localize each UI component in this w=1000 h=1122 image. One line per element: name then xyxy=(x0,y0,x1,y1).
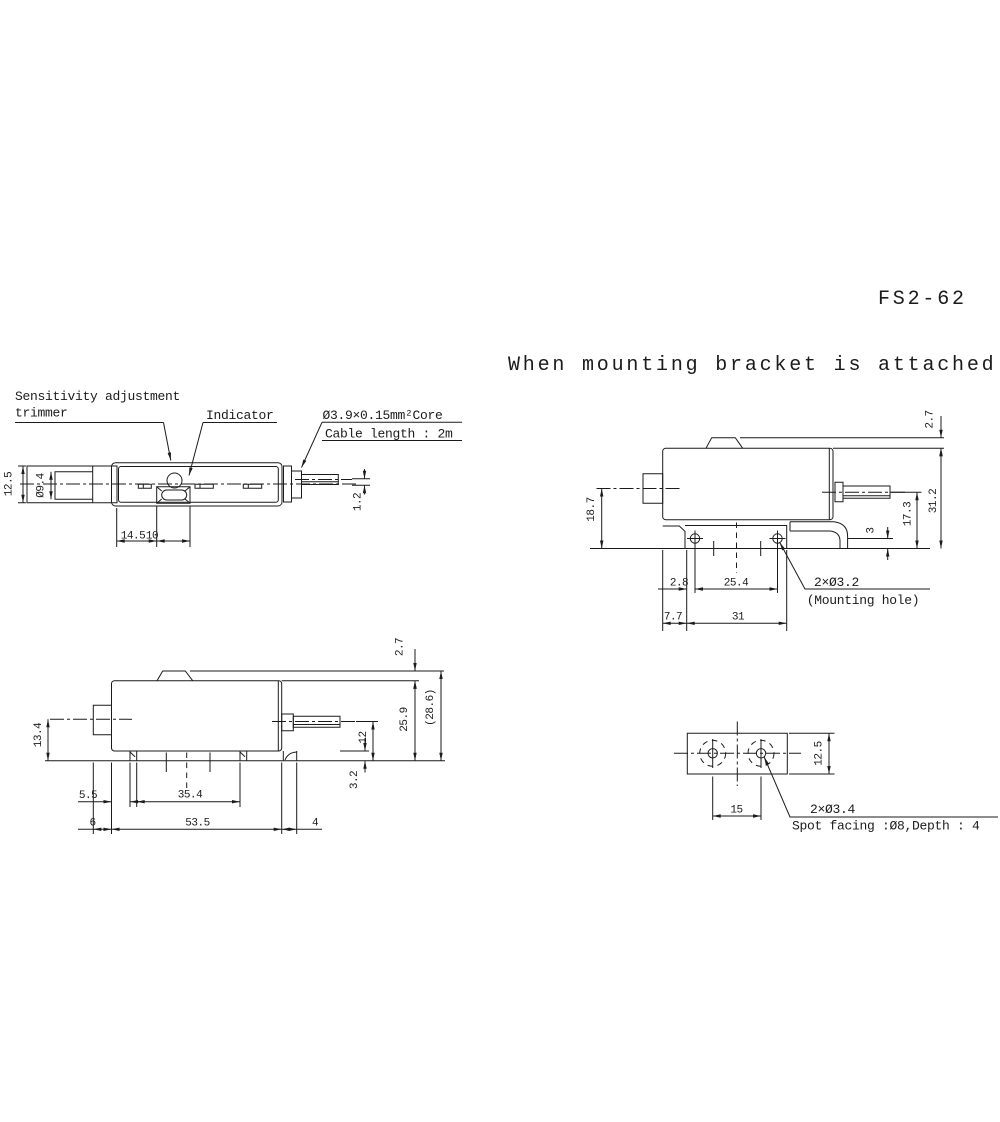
svg-text:4: 4 xyxy=(311,817,319,830)
svg-text:14.5: 14.5 xyxy=(120,530,146,543)
svg-text:6: 6 xyxy=(89,817,96,830)
svg-text:31: 31 xyxy=(731,611,745,624)
svg-text:2.8: 2.8 xyxy=(669,577,689,590)
dim-axis-height xyxy=(586,489,602,549)
svg-text:Spot facing :Ø8,Depth : 4: Spot facing :Ø8,Depth : 4 xyxy=(792,818,980,834)
svg-text:17.3: 17.3 xyxy=(902,501,915,527)
svg-text:35.4: 35.4 xyxy=(177,789,203,802)
svg-text:3.2: 3.2 xyxy=(349,770,361,790)
svg-text:13.4: 13.4 xyxy=(33,722,45,748)
svg-text:2×Ø3.2: 2×Ø3.2 xyxy=(814,575,860,590)
svg-text:(28.6): (28.6) xyxy=(425,689,437,726)
sensor-body-outline xyxy=(663,448,833,519)
dim-tab-height xyxy=(925,410,942,459)
sensor-body-outline xyxy=(112,681,282,751)
dim-cylinder-height xyxy=(4,466,27,503)
dim-cable-offset xyxy=(352,469,370,511)
svg-text:1.2: 1.2 xyxy=(352,492,365,512)
dim-tail-length xyxy=(282,818,319,830)
svg-text:2.7: 2.7 xyxy=(394,637,407,657)
feet xyxy=(130,751,297,761)
dim-tab-height xyxy=(395,638,416,690)
svg-text:3: 3 xyxy=(865,527,878,534)
svg-text:12.5: 12.5 xyxy=(3,471,16,497)
indicator-label: Indicator xyxy=(206,408,274,423)
dim-hole-pitch xyxy=(713,777,761,821)
svg-text:12: 12 xyxy=(358,731,370,744)
svg-text:2.7: 2.7 xyxy=(924,410,937,429)
dim-hole-height xyxy=(848,527,893,560)
svg-text:(Mounting hole): (Mounting hole) xyxy=(806,593,920,608)
dim-foot-span xyxy=(137,790,240,802)
dim-foot-height xyxy=(340,738,369,789)
dim-nose-length xyxy=(89,818,111,830)
drawing-caption: When mounting bracket is attached xyxy=(508,354,997,377)
trimmer-circle xyxy=(167,473,182,488)
svg-text:2×Ø3.4: 2×Ø3.4 xyxy=(810,802,856,817)
dim-axis-height xyxy=(33,719,48,760)
fiber-cylinder-inner xyxy=(55,472,93,500)
dim-body-length xyxy=(112,818,282,830)
side-view xyxy=(33,638,445,834)
svg-text:25.4: 25.4 xyxy=(723,577,749,590)
dim-window-width xyxy=(146,531,190,543)
trimmer-label-line1: Sensitivity adjustment xyxy=(15,389,181,404)
svg-text:15: 15 xyxy=(730,804,743,817)
bracket-top-view xyxy=(674,722,998,834)
svg-text:18.7: 18.7 xyxy=(586,497,598,522)
indicator-leader xyxy=(189,423,203,476)
top-tab xyxy=(706,438,743,449)
spot-facing-callout xyxy=(764,757,998,834)
svg-text:Ø9.4: Ø9.4 xyxy=(35,473,48,498)
dim-hole-pitch xyxy=(695,578,778,590)
svg-text:7.7: 7.7 xyxy=(663,611,683,624)
trimmer-label-line2: trimmer xyxy=(15,405,68,421)
dim-cable-height xyxy=(890,492,922,548)
top-view xyxy=(4,389,463,547)
svg-text:25.9: 25.9 xyxy=(399,707,411,732)
part-number: FS2-62 xyxy=(878,288,967,311)
bracket-side-view xyxy=(586,410,944,631)
dim-overall-height xyxy=(928,448,941,548)
fiber-connector xyxy=(93,705,111,734)
svg-text:31.2: 31.2 xyxy=(928,488,940,514)
mounting-hole-callout xyxy=(780,543,930,609)
trimmer-leader xyxy=(164,423,171,461)
cable-spec-label: Ø3.9×0.15mm²Core xyxy=(322,408,443,423)
cable-leader xyxy=(302,422,323,467)
cable-length-label: Cable length : 2m xyxy=(325,426,453,442)
dim-body-height xyxy=(399,681,415,761)
svg-text:10: 10 xyxy=(145,530,159,543)
svg-text:53.5: 53.5 xyxy=(185,817,210,830)
svg-text:12.5: 12.5 xyxy=(813,741,826,766)
dim-overall-height xyxy=(425,671,441,761)
svg-text:5.5: 5.5 xyxy=(78,790,98,802)
dim-lens-diameter xyxy=(36,472,52,500)
dim-bracket-width xyxy=(687,612,787,624)
dim-edge-offset xyxy=(663,612,687,624)
mounting-bracket-profile xyxy=(663,522,848,573)
top-tab xyxy=(157,671,193,681)
